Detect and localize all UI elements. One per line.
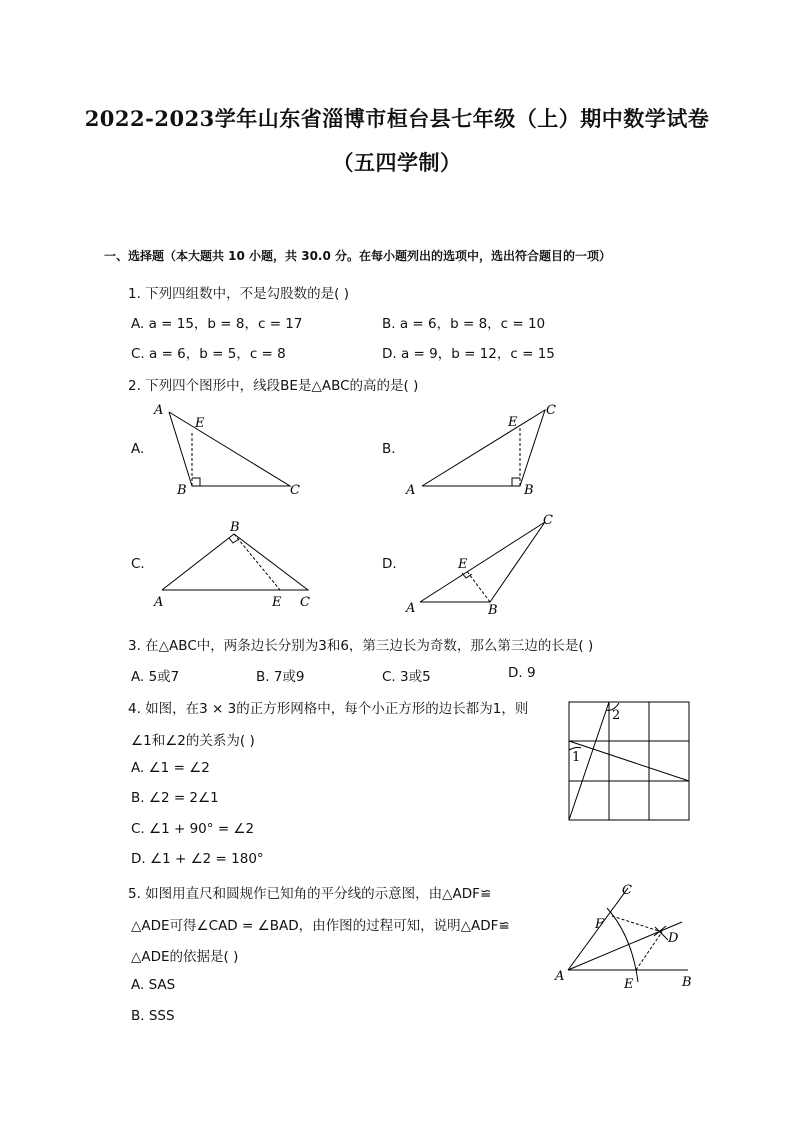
q3-stem: 3. 在△ABC中，两条边长分别为3和6，第三边长为奇数，那么第三边的长是( )	[128, 638, 594, 654]
label-c: C	[290, 483, 300, 498]
q4-option-c: C. ∠1 + 90° = ∠2	[131, 821, 255, 837]
q2-option-c: C.	[131, 556, 145, 572]
q3-option-c: C. 3或5	[382, 669, 431, 685]
section-header: 一、选择题（本大题共 10 小题，共 30.0 分。在每小题列出的选项中，选出符合题目的一项）	[104, 249, 612, 263]
label-e: E	[272, 595, 282, 610]
q3-option-b: B. 7或9	[256, 669, 305, 685]
label-c: C	[622, 883, 632, 898]
label-c: C	[546, 403, 556, 418]
label-d: D	[668, 931, 679, 946]
q2-figure-c	[148, 516, 318, 614]
label-b: B	[230, 520, 240, 535]
q3-option-a: A. 5或7	[131, 669, 180, 685]
q5-option-b: B. SSS	[131, 1008, 175, 1024]
label-c: C	[300, 595, 310, 610]
q5-bisector-figure	[552, 878, 702, 994]
q2-option-b: B.	[382, 441, 396, 457]
q1-option-a: A. a = 15，b = 8，c = 17	[131, 316, 303, 332]
label-b: B	[524, 483, 534, 498]
q4-grid-figure	[565, 698, 693, 824]
q4-option-a: A. ∠1 = ∠2	[131, 760, 210, 776]
q5-stem-line2: △ADE可得∠CAD = ∠BAD，由作图的过程可知，说明△ADF≌	[131, 918, 510, 934]
q4-option-b: B. ∠2 = 2∠1	[131, 790, 219, 806]
label-f: F	[595, 917, 605, 932]
q1-option-b: B. a = 6，b = 8，c = 10	[382, 316, 546, 332]
q2-figure-b	[400, 398, 570, 500]
label-b: B	[488, 603, 498, 616]
q5-stem-line1: 5. 如图用直尺和圆规作已知角的平分线的示意图，由△ADF≌	[128, 886, 492, 902]
q5-option-a: A. SAS	[131, 977, 176, 993]
label-e: E	[624, 977, 634, 992]
label-e: E	[508, 415, 518, 430]
label-b: B	[682, 975, 692, 990]
q1-option-d: D. a = 9，b = 12，c = 15	[382, 346, 555, 362]
page-title: 2022-2023学年山东省淄博市桓台县七年级（上）期中数学试卷	[84, 106, 710, 131]
angle-1-label: 1	[572, 750, 581, 765]
page-subtitle: （五四学制）	[332, 150, 462, 175]
q1-option-c: C. a = 6，b = 5，c = 8	[131, 346, 286, 362]
q2-stem: 2. 下列四个图形中，线段BE是△ABC的高的是( )	[128, 378, 419, 394]
label-a: A	[406, 483, 416, 498]
q3-option-d: D. 9	[508, 665, 536, 681]
label-a: A	[555, 969, 565, 984]
label-b: B	[177, 483, 187, 498]
q2-option-a: A.	[131, 441, 145, 457]
q4-stem-line2: ∠1和∠2的关系为( )	[131, 733, 255, 749]
label-c: C	[543, 513, 553, 528]
label-a: A	[154, 595, 164, 610]
label-e: E	[458, 557, 468, 572]
q4-option-d: D. ∠1 + ∠2 = 180°	[131, 851, 264, 867]
q4-stem-line1: 4. 如图，在3 × 3的正方形网格中，每个小正方形的边长都为1，则	[128, 701, 529, 717]
q2-figure-a	[148, 398, 318, 500]
label-e: E	[195, 416, 205, 431]
label-a: A	[406, 601, 416, 616]
q2-option-d: D.	[382, 556, 397, 572]
q1-stem: 1. 下列四组数中，不是勾股数的是( )	[128, 286, 349, 302]
angle-2-label: 2	[612, 708, 621, 723]
q2-figure-d	[400, 510, 570, 616]
label-a: A	[154, 403, 164, 418]
q5-stem-line3: △ADE的依据是( )	[131, 949, 239, 965]
